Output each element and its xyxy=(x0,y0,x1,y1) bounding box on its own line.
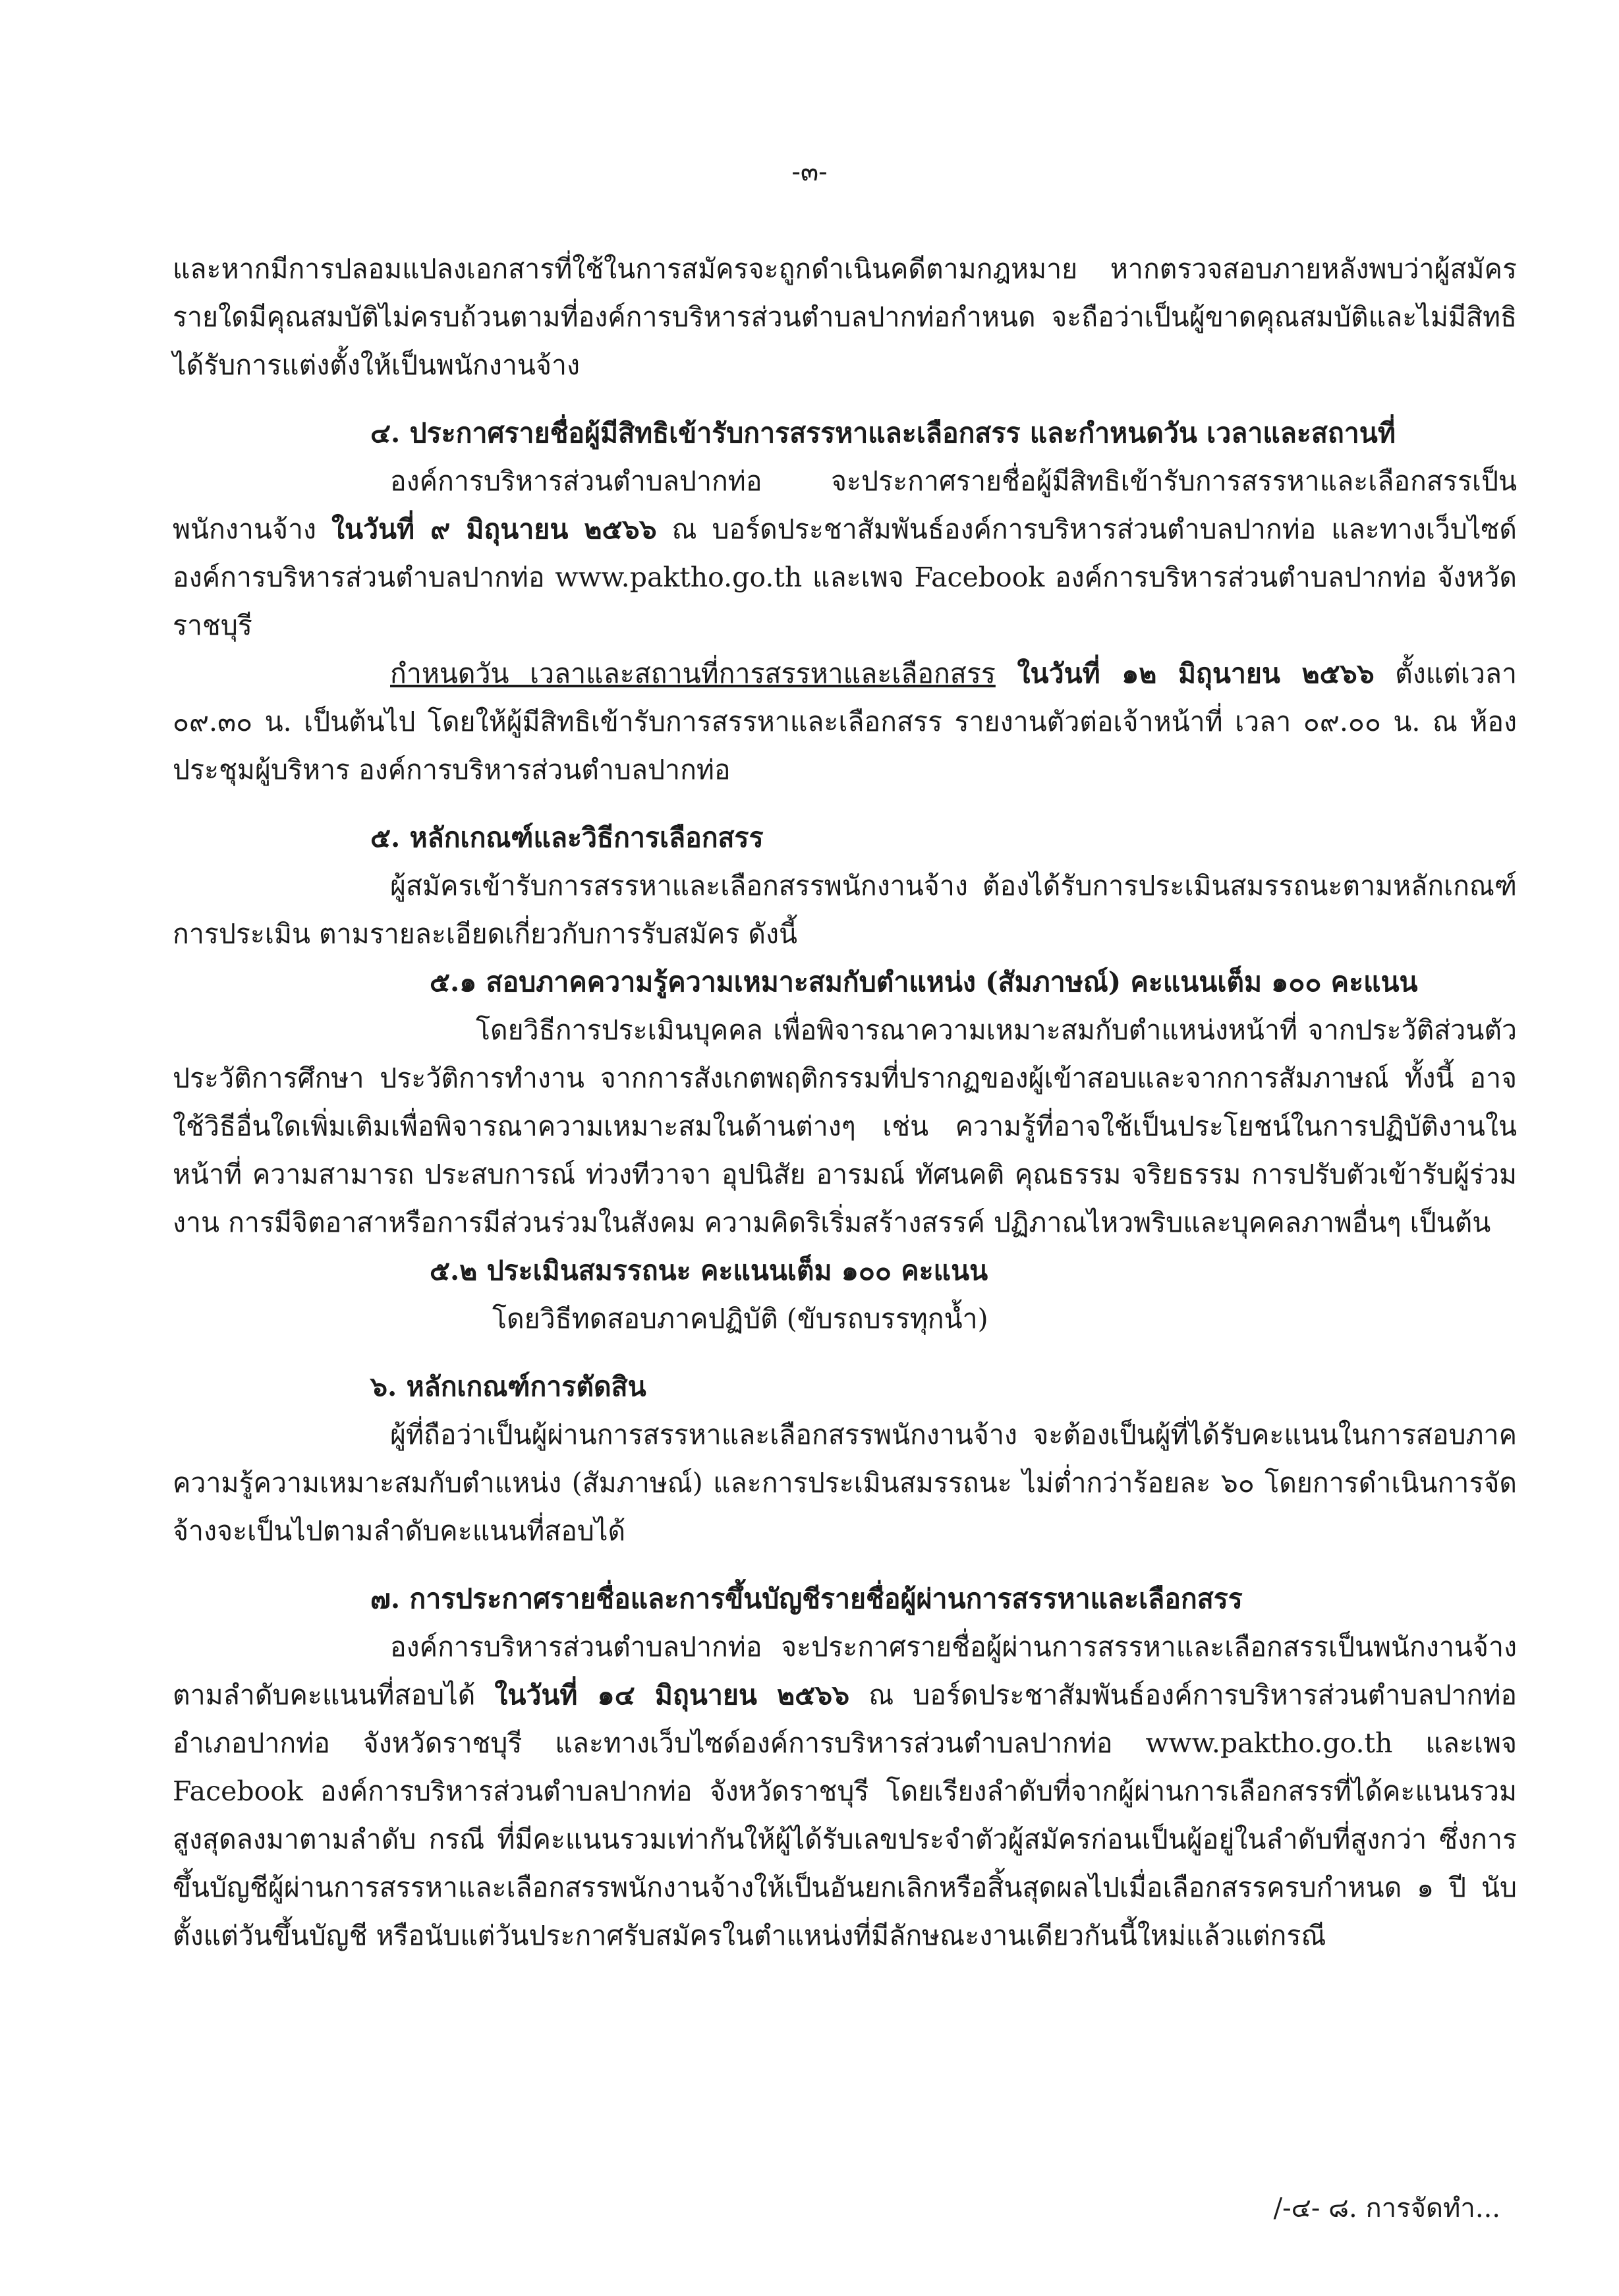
section-4-p2-text-c: ตั้งแต่เวลา ๐๙.๓๐ น. เป็นต้นไป โดยให้ผู้มีสิทธิเข้ารับการสรรหาและเลือกสรร รายงานตัวต่อเจ้าหน้าที่ เวลา ๐๙.๐๐ น. ณ ห้องประชุมผู้บริหาร องค์การบริหารส่วนตำบลปากท่อ xyxy=(173,658,1517,786)
section-5-heading: ๕. หลักเกณฑ์และวิธีการเลือกสรร xyxy=(370,822,764,853)
section-7-p1-text-a: องค์การบริหารส่วนตำบลปากท่อ จะประกาศรายชื่อผู้ผ่านการสรรหาและเลือกสรรเป็นพนักงานจ้างตามลำดับคะแนนที่สอบได้ xyxy=(173,1631,1517,1711)
section-4-p1-date: ในวันที่ ๙ มิถุนายน ๒๕๖๖ xyxy=(331,513,657,545)
section-5-2-heading: ๕.๒ ประเมินสมรรถนะ คะแนนเต็ม ๑๐๐ คะแนน xyxy=(430,1255,988,1286)
section-7-p1-text-c: ณ บอร์ดประชาสัมพันธ์องค์การบริหารส่วนตำบลปากท่อ อำเภอปากท่อ จังหวัดราชบุรี และทางเว็บไซด์องค์การบริหารส่วนตำบลปากท่อ www.paktho.go.th และเพจ Facebook องค์การบริหารส่วนตำบลปากท่อ จังหวัดราชบุรี โดยเรียงลำดับที่จากผู้ผ่านการเลือกสรรที่ได้คะแนนรวมสูงสุดลงมาตามลำดับ กรณี ที่มีคะแนนรวมเท่ากันให้ผู้ได้รับเลขประจำตัวผู้สมัครก่อนเป็นผู้อยู่ในลำดับที่สูงกว่า ซึ่งการขึ้นบัญชีผู้ผ่านการสรรหาและเลือกสรรพนักงานจ้างให้เป็นอันยกเลิกหรือสิ้นสุดผลไปเมื่อเลือกสรรครบกำหนด ๑ ปี นับตั้งแต่วันขึ้นบัญชี หรือนับแต่วันประกาศรับสมัครในตำแหน่งที่มีลักษณะงานเดียวกันนี้ใหม่แล้วแต่กรณี xyxy=(173,1679,1517,1951)
continuation-note: /-๔- ๘. การจัดทำ... xyxy=(1273,2193,1500,2224)
section-7-heading: ๗. การประกาศรายชื่อและการขึ้นบัญชีรายชื่อผู้ผ่านการสรรหาและเลือกสรร xyxy=(370,1583,1243,1615)
document-body xyxy=(173,245,1517,1960)
section-5-2-text: โดยวิธีทดสอบภาคปฏิบัติ (ขับรถบรรทุกน้ำ) xyxy=(492,1303,988,1335)
section-4-paragraph-1 xyxy=(173,457,1517,650)
section-5-paragraph-1: ผู้สมัครเข้ารับการสรรหาและเลือกสรรพนักงานจ้าง ต้องได้รับการประเมินสมรรถนะตามหลักเกณฑ์การประเมิน ตามรายละเอียดเกี่ยวกับการรับสมัคร ดังนี้ xyxy=(173,870,1517,950)
section-4-heading: ๔. ประกาศรายชื่อผู้มีสิทธิเข้ารับการสรรหาและเลือกสรร และกำหนดวัน เวลาและสถานที่ xyxy=(370,417,1396,449)
section-4-p1-text-c: ณ บอร์ดประชาสัมพันธ์องค์การบริหารส่วนตำบลปากท่อ และทางเว็บไซด์องค์การบริหารส่วนตำบลปากท่อ www.paktho.go.th และเพจ Facebook องค์การบริหารส่วนตำบลปากท่อ จังหวัดราชบุรี xyxy=(173,513,1517,641)
section-7-paragraph-1 xyxy=(173,1623,1517,1960)
page-number: -๓- xyxy=(791,157,828,187)
section-5-1-heading: ๕.๑ สอบภาคความรู้ความเหมาะสมกับตำแหน่ง (สัมภาษณ์) คะแนนเต็ม ๑๐๐ คะแนน xyxy=(430,966,1418,998)
section-7-p1-date: ในวันที่ ๑๔ มิถุนายน ๒๕๖๖ xyxy=(494,1679,850,1711)
section-6-paragraph-1: ผู้ที่ถือว่าเป็นผู้ผ่านการสรรหาและเลือกสรรพนักงานจ้าง จะต้องเป็นผู้ที่ได้รับคะแนนในการสอบภาคความรู้ความเหมาะสมกับตำแหน่ง (สัมภาษณ์) และการประเมินสมรรถนะ ไม่ต่ำกว่าร้อยละ ๖๐ โดยการดำเนินการจัดจ้างจะเป็นไปตามลำดับคะแนนที่สอบได้ xyxy=(173,1419,1517,1547)
section-4-p1-text-a: องค์การบริหารส่วนตำบลปากท่อ จะประกาศรายชื่อผู้มีสิทธิเข้ารับการสรรหาและเลือกสรรเป็นพนักงานจ้าง xyxy=(173,465,1517,545)
intro-paragraph: และหากมีการปลอมแปลงเอกสารที่ใช้ในการสมัครจะถูกดำเนินคดีตามกฎหมาย หากตรวจสอบภายหลังพบว่าผู้สมัครรายใดมีคุณสมบัติไม่ครบถ้วนตามที่องค์การบริหารส่วนตำบลปากท่อกำหนด จะถือว่าเป็นผู้ขาดคุณสมบัติและไม่มีสิทธิได้รับการแต่งตั้งให้เป็นพนักงานจ้าง xyxy=(173,253,1517,381)
section-4-p2-underlined: กำหนดวัน เวลาและสถานที่การสรรหาและเลือกสรร xyxy=(390,658,996,689)
section-4-paragraph-2 xyxy=(173,650,1517,794)
section-5-1-text: โดยวิธีการประเมินบุคคล เพื่อพิจารณาความเหมาะสมกับตำแหน่งหน้าที่ จากประวัติส่วนตัว ประวัติการศึกษา ประวัติการทำงาน จากการสังเกตพฤติกรรมที่ปรากฏของผู้เข้าสอบและจากการสัมภาษณ์ ทั้งนี้ อาจใช้วิธีอื่นใดเพิ่มเติมเพื่อพิจารณาความเหมาะสมในด้านต่างๆ เช่น ความรู้ที่อาจใช้เป็นประโยชน์ในการปฏิบัติงานในหน้าที่ ความสามารถ ประสบการณ์ ท่วงทีวาจา อุปนิสัย อารมณ์ ทัศนคติ คุณธรรม จริยธรรม การปรับตัวเข้ารับผู้ร่วมงาน การมีจิตอาสาหรือการมีส่วนร่วมในสังคม ความคิดริเริ่มสร้างสรรค์ ปฏิภาณไหวพริบและบุคคลภาพอื่นๆ เป็นต้น xyxy=(173,1014,1517,1238)
section-4-p2-date: ในวันที่ ๑๒ มิถุนายน ๒๕๖๖ xyxy=(995,658,1375,689)
section-6-heading: ๖. หลักเกณฑ์การตัดสิน xyxy=(370,1371,646,1402)
